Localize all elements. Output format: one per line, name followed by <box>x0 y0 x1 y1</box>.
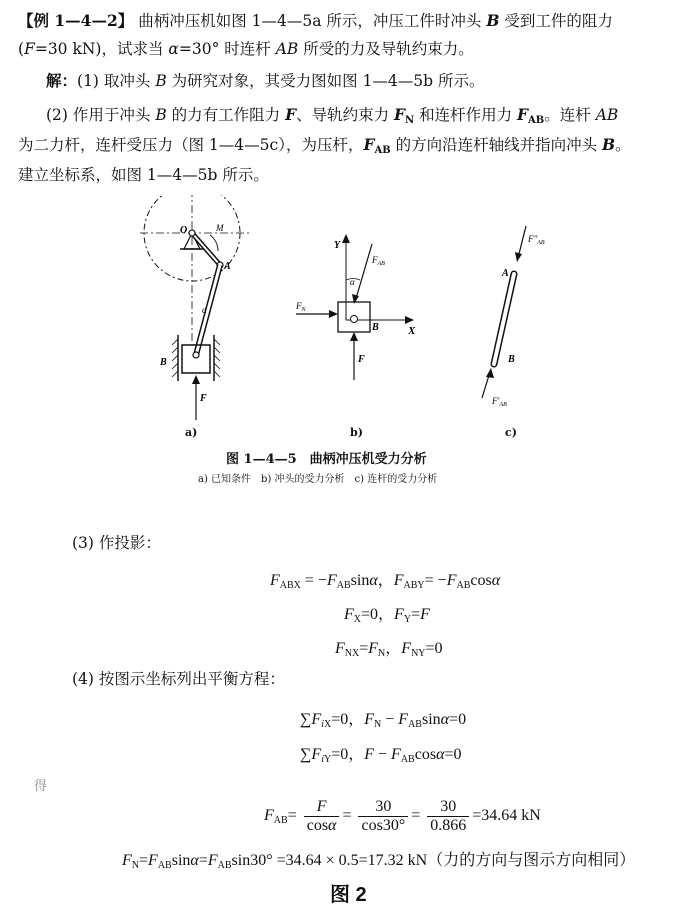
subfig-label-b: b) <box>350 426 363 439</box>
label-M: M <box>216 223 224 233</box>
label-FN: $F_N$ <box>296 301 306 313</box>
label-A-c: A <box>502 268 509 279</box>
label-A: A <box>224 261 231 272</box>
label-X: X <box>408 325 416 337</box>
figure-subcaption: a) 已知条件 b) 冲头的受力分析 c) 连杆的受力分析 <box>198 474 438 485</box>
solution-line-1: 解：(1) 取冲头 B 为研究对象，其受力图如图 1—4—5b 所示。 <box>46 71 485 90</box>
label-FAB-c-top: $F''_{AB}$ <box>528 234 545 246</box>
solution-line-4: 建立坐标系，如图 1—4—5b 所示。 <box>18 166 269 184</box>
subfig-label-a: a) <box>185 426 198 439</box>
label-F-b: F <box>358 354 365 365</box>
equation-projection-f: $F_X=0$，$F_Y=F$ <box>344 606 430 625</box>
subfig-label-c: c) <box>505 426 517 439</box>
figure-b-ram-free-body <box>290 230 430 405</box>
label-alpha-b: α <box>350 277 355 287</box>
label-B-c: B <box>508 354 515 365</box>
example-line-2: (F=30 kN)，试求当 α=30° 时连杆 AB 所受的力及导轨约束力。 <box>18 40 474 58</box>
equation-fn-result: $F_N=F_{AB}\sin\alpha=F_{AB}\sin 30^\circ =34.64 \times 0.5=17.32$ kN（力的方向与图示方向相同） <box>122 852 636 871</box>
label-Y: Y <box>334 240 341 251</box>
result-prefix: 得 <box>34 779 48 794</box>
equation-sum-y: $\sum F_{iY}=0$，$F - F_{AB}\cos\alpha=0$ <box>300 746 462 765</box>
label-B-a: B <box>160 357 167 368</box>
step-3-heading: (3) 作投影： <box>72 534 161 552</box>
example-heading-line: 【例 1—4—2】 曲柄冲压机如图 1—4—5a 所示，冲压工件时冲头 B 受到工件的阻力 <box>18 11 613 30</box>
solution-line-3: 为二力杆，连杆受压力（图 1—4—5c），为压杆，$F_{AB}$ 的方向沿连杆轴线并指向冲头 B。 <box>18 135 631 156</box>
equation-fab-result: $F_{AB}=$ $\frac{F}{\cos\alpha}$ = $\frac{30}{\cos 30^\circ}$ = $\frac{30}{0.866}$ =34.64 kN <box>264 798 541 834</box>
label-F-a: F <box>200 393 207 404</box>
label-B-b: B <box>372 322 379 333</box>
equation-projection-ab: $F_{ABX} = -F_{AB}\sin\alpha$，$F_{ABY}= -F_{AB}\cos\alpha$ <box>270 572 501 591</box>
solution-line-2: (2) 作用于冲头 B 的力有工作阻力 F、导轨约束力 $F_N$ 和连杆作用力 $F_{AB}$。连杆 AB <box>46 105 619 126</box>
label-O: O <box>180 225 188 236</box>
label-alpha-a: α <box>202 305 207 315</box>
example-label: 【例 1—4—2】 <box>18 11 134 30</box>
equation-sum-x: $\sum F_{iX}=0$，$F_N - F_{AB}\sin\alpha=0$ <box>300 711 467 730</box>
figure-a-crank-press <box>140 195 280 435</box>
figure-caption: 图 1—4—5 曲柄冲压机受力分析 <box>226 452 427 467</box>
figure-number: 图 2 <box>330 884 367 906</box>
equation-projection-fn: $F_{NX}=F_N$，$F_{NY}=0$ <box>335 640 443 659</box>
label-FAB-c-bot: $F'_{AB}$ <box>492 396 507 408</box>
label-FAB-b: $F_{AB}$ <box>372 255 385 267</box>
step-4-heading: (4) 按图示坐标列出平衡方程： <box>72 670 285 688</box>
figure-c-rod-free-body <box>470 222 550 412</box>
